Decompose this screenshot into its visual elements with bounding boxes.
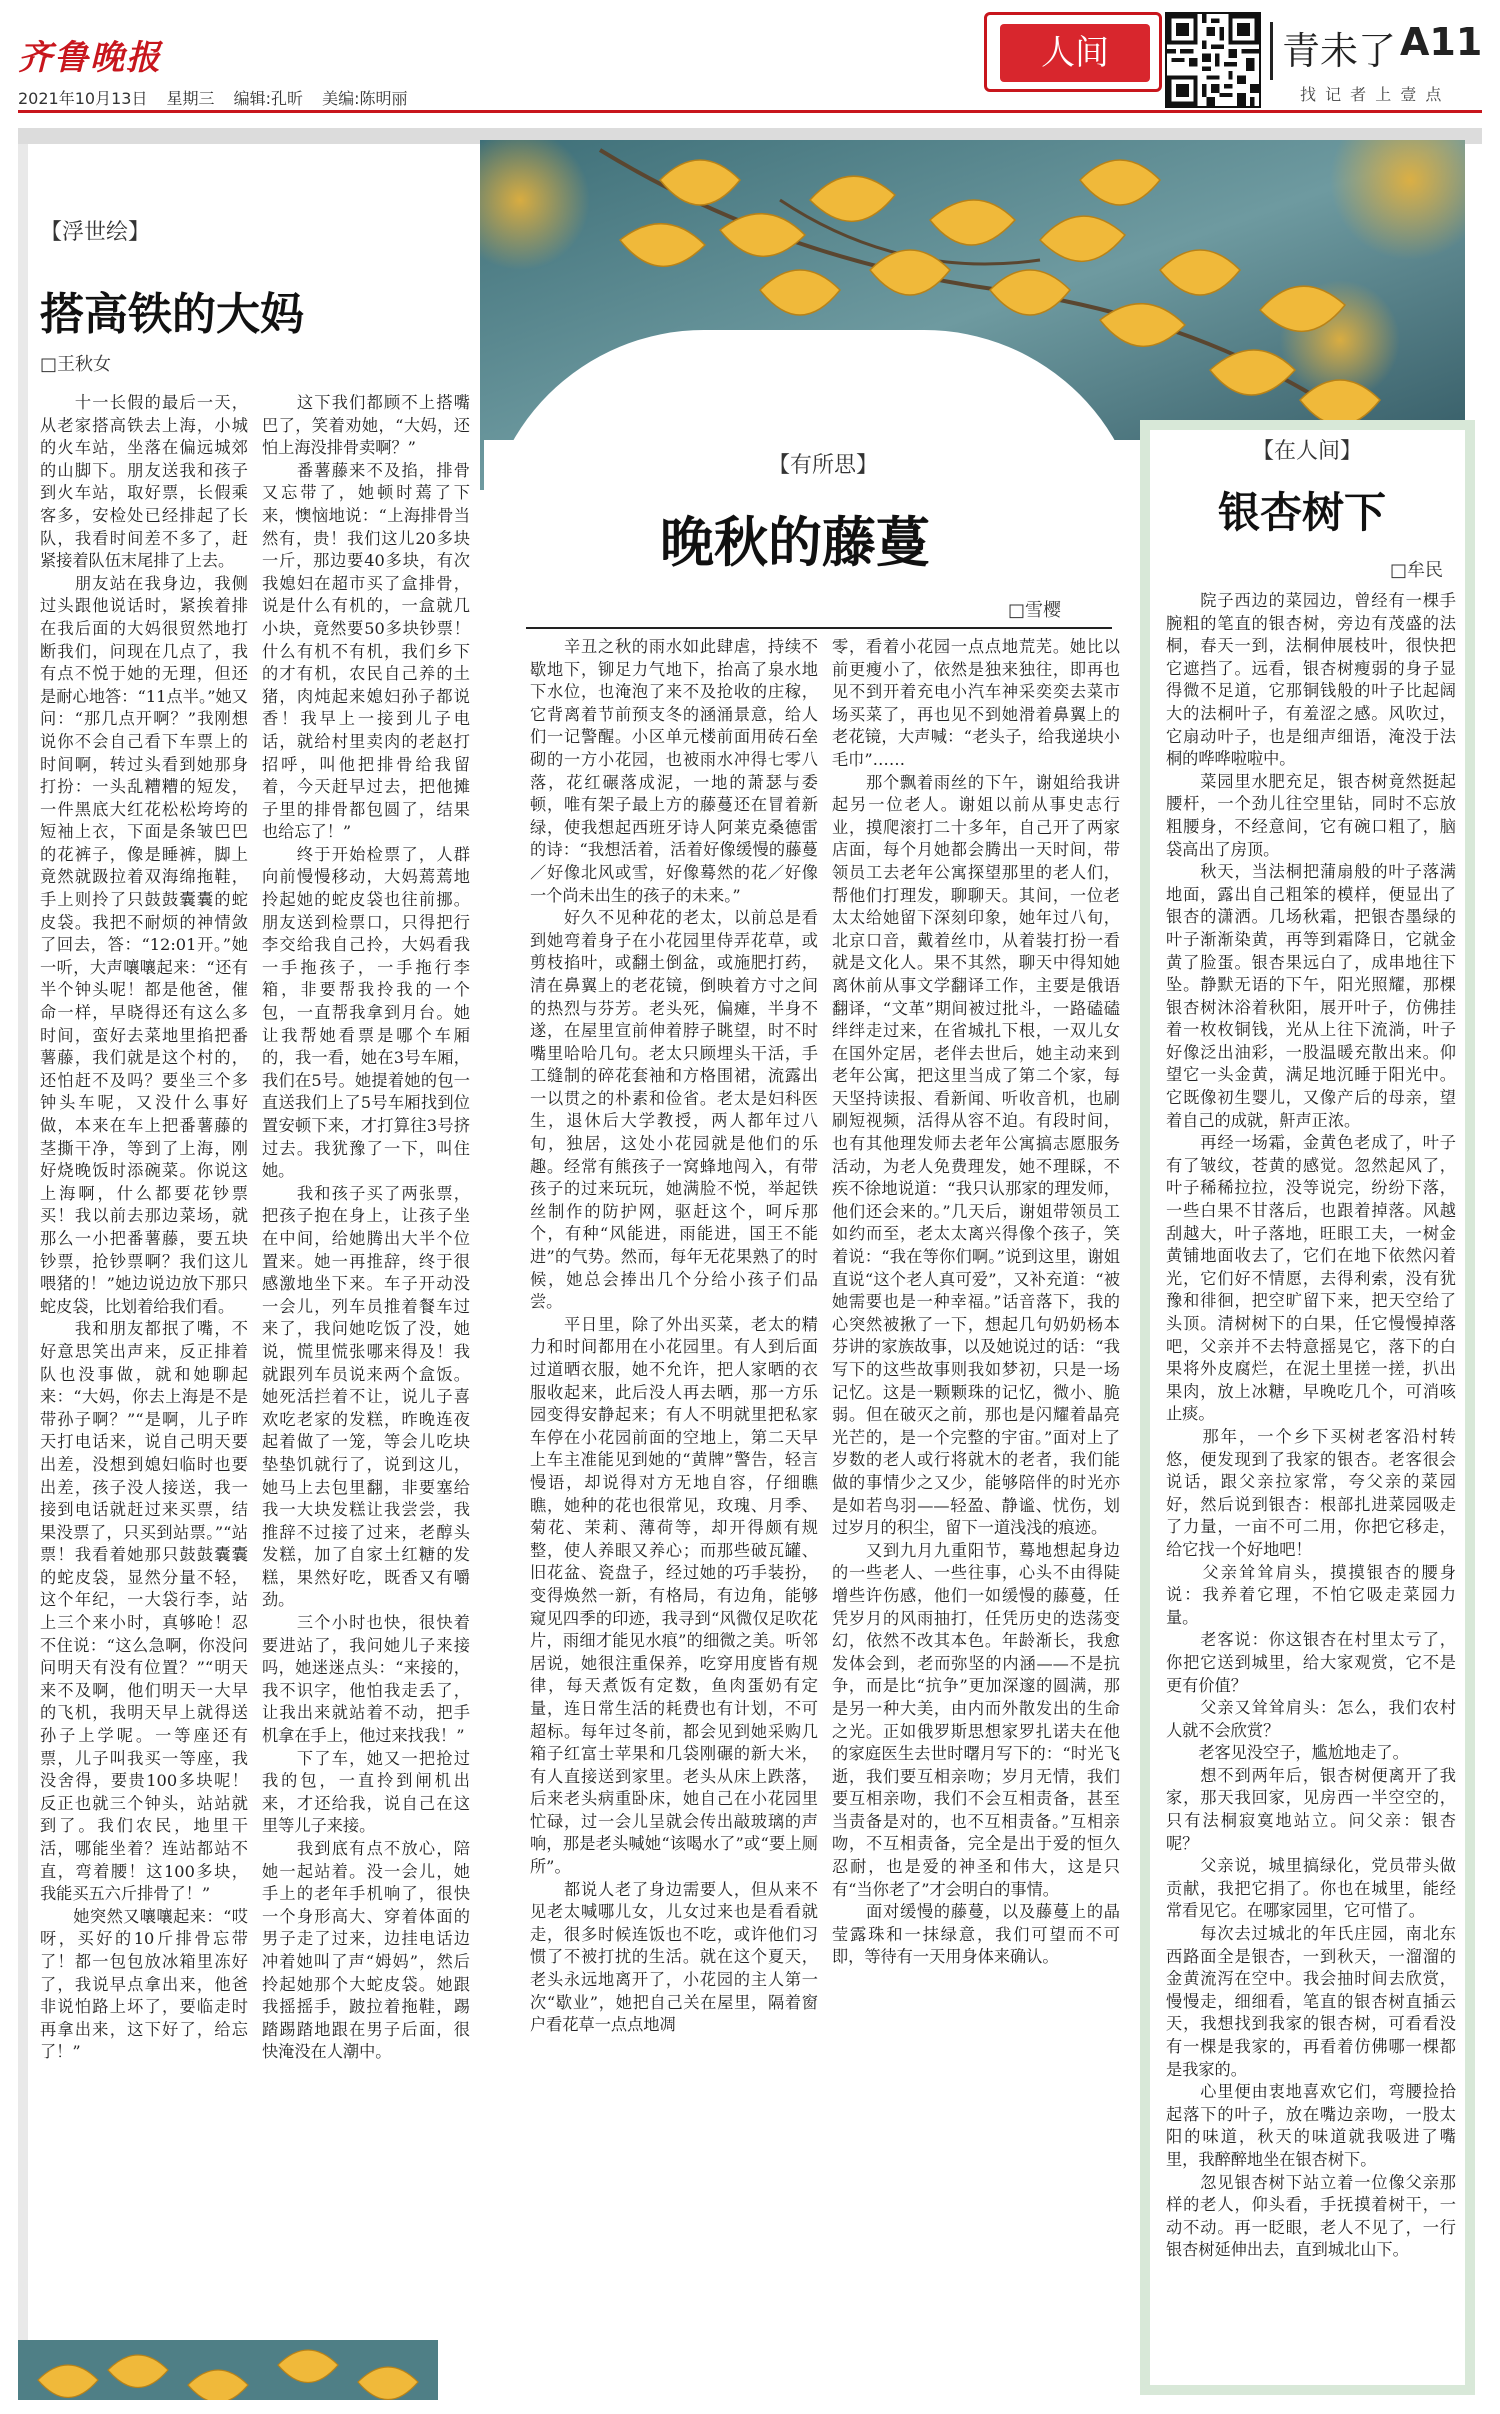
left-article-title: 搭高铁的大妈 [40, 289, 304, 340]
left-article-kicker: 【浮世绘】 [40, 220, 151, 245]
designer-credit: 美编:陈明丽 [322, 89, 408, 108]
issue-date: 2021年10月13日 [18, 89, 148, 108]
right-article-byline: □牟民 [1390, 560, 1444, 581]
section-name: 青未了 [1282, 29, 1397, 73]
header-rule [18, 110, 1482, 113]
middle-article-title: 晚秋的藤蔓 [660, 511, 930, 574]
middle-article-column-1: 辛丑之秋的雨水如此肆虐，持续不歇地下，铆足力气地下，抬高了泉水地下水位，也淹泡了来不及抢收的庄稼，它背离着节前预支冬的涵涌景意，给人们一记警醒。小区单元楼前面用砖石垒砌的一方小花园，也被雨水冲得七零八落，花红碾落成泥，一地的萧瑟与委顿，唯有架子最上方的藤蔓还在冒着新绿，使我想起西班牙诗人阿莱克桑德雷的诗：“我想活着，活着好像缓慢的藤蔓／好像北风或雪，好像蓦然的花／好像一个尚未出生的孩子的未来。” 好久不见种花的老太，以前总是看到她弯着身子在小花园里侍弄花草，或剪枝掐叶，或翻土倒盆，或施肥打药，清在鼻翼上的老花镜，倒映着方寸之间的热烈与芬芳。老头死，偏瘫，半身不遂，在屋里宣前伸着脖子眺望，时不时嘴里哈哈几句。老太只顾埋头干活，手工缝制的碎花套袖和方格围裙，流露出一以贯之的朴素和俭省。老太是妇科医生，退休后大学教授，两人都年过八旬，独居，这处小花园就是他们的乐趣。经常有熊孩子一窝蜂地闯入，有带孩子的过来玩玩，她满脸不悦，举起铁丝制作的防护网，驱赶这个，呵斥那个，有种“风能进，雨能进，国王不能进”的气势。然而，每年无花果熟了的时候，她总会捧出几个分给小孩子们品尝。 平日里，除了外出买菜，老太的精力和时间都用在小花园里。有人到后面过道晒衣服，她不允许，把人家晒的衣服收起来，此后没人再去晒，那一方乐园变得安静起来；有人不明就里把私家车停在小花园前面的空地上，第二天早上车主准能见到她的“黄牌”警告，轻言慢语，却说得对方无地自容，仔细瞧瞧，她种的花也很常见，玫瑰、月季、菊花、茉莉、薄荷等，却开得颇有规整，使人养眼又养心；而那些破瓦罐、旧花盆、瓷盘子，经过她的巧手装扮，变得焕然一新，有格局，有边角，能够窥见四季的印迹，我寻到“风微仅足吹花片，雨细才能见水痕”的细微之美。听邻居说，她很注重保养，吃穿用度皆有规律，每天煮饭有定数，鱼肉蛋奶有定量，连日常生活的耗费也有计划，不可超标。每年过冬前，都会见到她采购几箱子红富士苹果和几袋刚碾的新大米，有人直接送到家里。老头从床上跌落，后来老头病重卧床，她自己在小花园里忙碌，过一会儿呈就会传出敲玻璃的声响，那是老头喊她“该喝水了”或“要上厕所”。 都说人老了身边需要人，但从来不见老太喊哪儿女，儿女过来也是看看就走，很多时候连饭也不吃，或许他们习惯了不被打扰的生活。就在这个夏天，老头永远地离开了，小花园的主人第一次“歇业”，她把自己关在屋里，隔着窗户看花草一点点地凋 [530, 637, 818, 2035]
middle-article-kicker: 【有所思】 [768, 453, 879, 478]
right-article-kicker: 【在人间】 [1252, 439, 1363, 464]
issue-weekday: 星期三 [166, 89, 215, 108]
left-article-byline: □王秋女 [40, 354, 112, 375]
page-number: A11 [1400, 20, 1483, 64]
middle-article-column-2: 零，看着小花园一点点地荒芜。她比以前更瘦小了，依然是独来独往，即再也见不到开着充电小汽车神采奕奕去菜市场买菜了，再也见不到她滑着鼻翼上的老花镜，大声喊：“老头子，给我递块小毛巾”…… 那个飘着雨丝的下午，谢姐给我讲起另一位老人。谢姐以前从事史志行业，摸爬滚打二十多年，自己开了两家店面，每个月她都会腾出一天时间，带领员工去老年公寓探望那里的老人们，帮他们打理发，聊聊天。其间，一位老太太给她留下深刻印象，她年过八旬，北京口音，戴着丝巾，从着装打扮一看就是文化人。果不其然，聊天中得知她离休前从事文学翻译工作，主要是俄语翻译，“文革”期间被过批斗，一路磕磕绊绊走过来，在省城扎下根，一双儿女在国外定居，老伴去世后，她主动来到老年公寓，把这里当成了第二个家，每天坚持读报、看新闻、听收音机，也刷刷短视频，活得从容不迫。有段时间，也有其他理发师去老年公寓搞志愿服务活动，为老人免费理发，她不理睬，不疾不徐地说道：“我只认那家的理发师，他们还会来的。”几天后，谢姐带领员工如约而至，老太太离兴得像个孩子，笑着说：“我在等你们啊。”说到这里，谢姐直说“这个老人真可爱”，又补充道：“被她需要也是一种幸福。”话音落下，我的心突然被揪了一下，想起几句奶奶杨本芬讲的家族故事，以及她说过的话：“我写下的这些故事则我如梦初，只是一场记忆。这是一颗颗珠的记忆，微小、脆弱。但在破灭之前，那也是闪耀着晶亮光芒的，是一个完整的宇宙。”面对上了岁数的老人或行将就木的老者，我们能做的事情少之又少，能够陪伴的时光亦是如若鸟羽——轻盈、静谧、忧伤，划过岁月的积尘，留下一道浅浅的痕迹。 又到九月九重阳节，蓦地想起身边的一些老人、一些往事，心头不由得陡增些许伤感，他们一如缓慢的藤蔓，任凭岁月的风雨抽打，任凭历史的迭荡变幻，依然不改其本色。年龄渐长，我愈发体会到，老而弥坚的内涵——不是抗争，而是比“抗争”更加深邃的圆满，那是另一种大美，由内而外散发出的生命之光。正如俄罗斯思想家罗扎诺夫在他的家庭医生去世时曙月写下的：“时光飞逝，我们要互相亲吻；岁月无情，我们要互相亲吻，我们不会互相责备，甚至当责备是对的，也不互相责备。”互相亲吻，不互相责备，完全是出于爱的恒久忍耐，也是爱的神圣和伟大，这是只有“当你老了”才会明白的事情。 面对缓慢的藤蔓，以及藤蔓上的晶莹露珠和一抹绿意，我们可望而不可即，等待有一天用身体来确认。 [832, 637, 1120, 1967]
ginkgo-photo-strip [18, 2340, 438, 2400]
section-tab: 人间 [1000, 24, 1150, 82]
header-divider [1270, 22, 1273, 80]
right-article-title: 银杏树下 [1218, 488, 1387, 537]
reporter-slogan: 找 记 者 上 壹 点 [1300, 85, 1444, 104]
right-article-column-1: 院子西边的菜园边，曾经有一棵手腕粗的笔直的银杏树，旁边有茂盛的法桐，春天一到，法桐伸展枝叶，很快把它遮挡了。远看，银杏树瘦弱的身子显得微不足道，它那铜钱般的叶子比起阔大的法桐叶子，有羞涩之感。风吹过，它扇动叶子，也是细声细语，淹没于法桐的哗哗啦啦中。 菜园里水肥充足，银杏树竟然挺起腰杆，一个劲儿往空里钻，同时不忘放粗腰身，不经意间，它有碗口粗了，脑袋高出了房顶。 秋天，当法桐把蒲扇般的叶子落满地面，露出自己粗笨的模样，便显出了银杏的潇洒。几场秋霜，把银杏墨绿的叶子渐渐染黄，再等到霜降日，它就金黄了脸蛋。银杏果远白了，成串地往下坠。静默无语的下午，阳光照耀，那棵银杏树沐浴着秋阳，展开叶子，仿佛挂着一枚枚铜钱，光从上往下流淌，叶子好像泛出油彩，一股温暖充散出来。仰望它一头金黄，满足地沉睡于阳光中。它既像初生婴儿，又像产后的母亲，望着自己的成就，鼾声正浓。 再经一场霜，金黄色老成了，叶子有了皱纹，苍黄的感觉。忽然起风了，叶子稀稀拉拉，没等说完，纷纷下落，一些白果不甘落后，也跟着掉落。风越刮越大，叶子落地，旺眼工夫，一树金黄铺地面收去了，它们在地下依然闪着光，它们好不情愿，去得利索，没有犹豫和徘徊，把空旷留下来，把天空给了头顶。清树树下的白果，任它慢慢掉落吧，父亲并不去特意摇晃它，落下的白果将外皮腐烂，在泥土里搓一搓，扒出果肉，放上冰糖，早晚吃几个，可消咳止痰。 那年，一个乡下买树老客沿村转悠，便发现到了我家的银杏。老客很会说话，跟父亲拉家常，夸父亲的菜园好，然后说到银杏：根部扎进菜园吸走了力量，一亩不可二用，你把它移走，给它找一个好地吧！ 父亲耸耸肩头，摸摸银杏的腰身说：我养着它理，不怕它吸走菜园力量。 老客说：你这银杏在村里太亏了，你把它送到城里，给大家观赏，它不是更有价值？ 父亲又耸耸肩头：怎么，我们农村人就不会欣赏？ 老客见没空子，尴尬地走了。 想不到两年后，银杏树便离开了我家，那天我回家，见房西一半空空的，只有法桐寂寞地站立。问父亲：银杏呢？ 父亲说，城里搞绿化，党员带头做贡献，我把它捐了。你也在城里，能经常看见它。在哪家园里，它可惜了。 每次去过城北的年氏庄园，南北东西路面全是银杏，一到秋天，一溜溜的金黄流泻在空中。我会抽时间去欣赏，慢慢走，细细看，笔直的银杏树直插云天，我想找到我家的银杏树，可看看没有一棵是我家的，再看着仿佛哪一棵都是我家的。 心里便由衷地喜欢它们，弯腰捡拾起落下的叶子，放在嘴边亲吻，一股太阳的味道，秋天的味道就我吸进了嘴里，我醉醉地坐在银杏树下。 忽见银杏树下站立着一位像父亲那样的老人，仰头看，手抚摸着树干，一动不动。再一眨眼，老人不见了，一行银杏树延伸出去，直到城北山下。 [1166, 591, 1456, 2260]
middle-article-rule [526, 627, 1112, 629]
left-article-column-1: 十一长假的最后一天，从老家搭高铁去上海，小城的火车站，坐落在偏远城郊的山脚下。朋友送我和孩子到火车站，取好票，长假乘客多，安检处已经排起了长队，我看时间差不多了，赶紧接着队伍末尾排了上去。 朋友站在我身边，我侧过头跟他说话时，紧挨着排在我后面的大妈很贸然地打断我们，问现在几点了，我有点不悦于她的无理，但还是耐心地答：“11点半。”她又问：“那几点开啊？”我刚想说你不会自己看下车票上的时间啊，转过头看到她那身打扮：一头乱糟糟的短发，一件黑底大红花松松垮垮的短袖上衣，下面是条皱巴巴的花裤子，像是睡裤，脚上竟然就趿拉着双海绵拖鞋，手上则拎了只鼓鼓囊囊的蛇皮袋。我把不耐烦的神情敛了回去，答：“12:01开。”她一听，大声嚷嚷起来：“还有半个钟头呢！都是他爸，催命一样，早晓得还有这么多时间，蛮好去菜地里掐把番薯藤，我们就是这个村的，还怕赶不及吗？要坐三个多钟头车呢，又没什么事好做，本来在车上把番薯藤的茎撕干净，等到了上海，刚好烧晚饭时添碗菜。你说这上海啊，什么都要花钞票买！我以前去那边菜场，就那么一小把番薯藤，要五块钞票，抢钞票啊？我们这儿喂猪的！”她边说边放下那只蛇皮袋，比划着给我们看。 我和朋友都抿了嘴，不好意思笑出声来，反正排着队也没事做，就和她聊起来：“大妈，你去上海是不是带孙子啊？”“是啊，儿子昨天打电话来，说自己明天要出差，没想到媳妇临时也要出差，孩子没人接送，我一接到电话就赶过来买票，结果没票了，只买到站票。”“站票！我看着她那只鼓鼓囊囊的蛇皮袋，显然分量不轻，这个年纪，一大袋行李，站上三个来小时，真够呛！忍不住说：“这么急啊，你没问问明天有没有位置？”“明天来不及啊，他们明天一大早的飞机，我明天早上就得送孙子上学呢。一等座还有票，儿子叫我买一等座，我没舍得，要贵100多块呢！反正也就三个钟头，站站就到了。我们农民，地里干活，哪能坐着？连站都站不直，弯着腰！这100多块，我能买五六斤排骨了！” 她突然又嚷嚷起来：“哎呀，买好的10斤排骨忘带了！都一包包放冰箱里冻好了，我说早点拿出来，他爸非说怕路上坏了，要临走时再拿出来，这下好了，给忘了！” [40, 393, 248, 2062]
dateline [18, 86, 422, 109]
newspaper-logo: 齐鲁晚报 [18, 38, 162, 78]
editor-credit: 编辑:孔昕 [233, 89, 304, 108]
left-article-column-2: 这下我们都顾不上搭嘴巴了，笑着劝她，“大妈，还怕上海没排骨卖啊？” 番薯藤来不及掐，排骨又忘带了，她顿时蔫了下来，懊恼地说：“上海排骨当然有，贵！我们这儿20多块一斤，那边要40多块，有次我媳妇在超市买了盒排骨，说是什么有机的，一盒就几小块，竟然要50多块钞票！什么有机不有机，我们乡下的才有机，农民自己养的土猪，肉炖起来媳妇孙子都说香！我早上一接到儿子电话，就给村里卖肉的老赵打招呼，叫他把排骨给我留着，今天赶早过去，把他摊子里的排骨都包圆了，结果也给忘了！” 终于开始检票了，人群向前慢慢移动，大妈蔫蔫地拎起她的蛇皮袋也往前挪。朋友送到检票口，只得把行李交给我自己拎，大妈看我一手拖孩子，一手拖行李箱，非要帮我拎我的一个包，一直帮我拿到月台。她让我帮她看票是哪个车厢的，我一看，她在3号车厢，我们在5号。她提着她的包一直送我们上了5号车厢找到位置安顿下来，才打算往3号挤过去。我犹豫了一下，叫住她。 我和孩子买了两张票，把孩子抱在身上，让孩子坐在中间，给她腾出大半个位置来。她一再推辞，终于很感激地坐下来。车子开动没一会儿，列车员推着餐车过来了，我问她吃饭了没，她说，慌里慌张哪来得及！我就跟列车员说来两个盒饭。她死活拦着不让，说儿子喜欢吃老家的发糕，昨晚连夜起着做了一笼，等会儿吃块垫垫饥就行了，说到这儿，她马上去包里翻，非要塞给我一大块发糕让我尝尝，我推辞不过接了过来，老醇头发糕，加了自家土红糖的发糕，果然好吃，既香又有嚼劲。 三个小时也快，很快着要进站了，我问她儿子来接吗，她迷迷点头：“来接的，我不识字，他怕我走丢了，让我出来就站着不动，把手机拿在手上，他过来找我！” 下了车，她又一把抢过我的包，一直拎到闸机出来，才还给我，说自己在这里等儿子来接。 我到底有点不放心，陪她一起站着。没一会儿，她手上的老年手机响了，很快一个身形高大、穿着体面的男子走了过来，边挂电话边冲着她叫了声“姆妈”，然后拎起她那个大蛇皮袋。她跟我摇摇手，跛拉着拖鞋，踢踏踢踏地跟在男子后面，很快淹没在人潮中。 [262, 393, 470, 2062]
page-header [0, 0, 1500, 120]
middle-article-byline: □雪樱 [1008, 600, 1062, 621]
left-margin-strip [18, 144, 28, 2382]
qr-code-icon[interactable] [1165, 12, 1261, 108]
